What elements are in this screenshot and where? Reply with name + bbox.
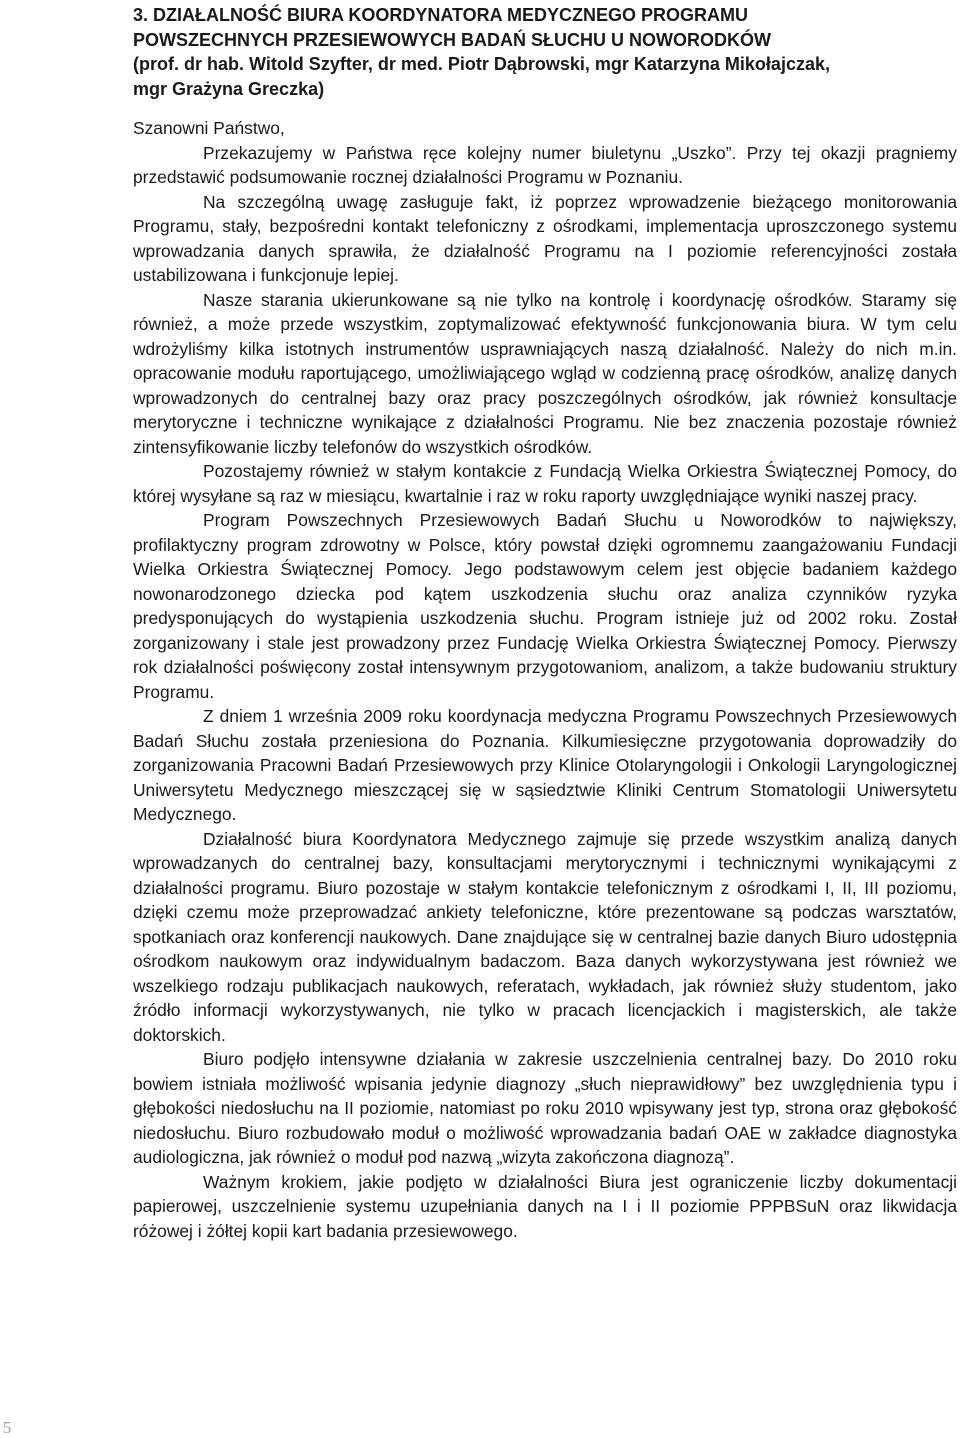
paragraph: Program Powszechnych Przesiewowych Badań Słuchu u Noworodków to największy, profilaktyczny program zdrowotny w Polsce, który powstał dzięki ogromnemu zaangażowaniu Fundacji Wielka Orkiestra Świątecznej Pomocy. Jego podstawowym celem jest objęcie badaniem każdego nowonarodzonego dziecka pod kątem uszkodzenia słuchu oraz analiza czynników ryzyka predysponujących do wystąpienia uszkodzenia słuchu. Program istnieje już od 2002 roku. Został zorganizowany i stale jest prowadzony przez Fundację Wielka Orkiestra Świątecznej Pomocy. Pierwszy rok działalności poświęcony został intensywnym przygotowaniom, analizom, a także budowaniu struktury Programu. (133, 510, 957, 702)
page-number: 5 (2, 1418, 12, 1437)
paragraph: Biuro podjęło intensywne działania w zakresie uszczelnienia centralnej bazy. Do 2010 roku bowiem istniała możliwość wpisania jedynie diagnozy „słuch nieprawidłowy” bez uwzględnienia typu i głębokości niedosłuchu na II poziomie, natomiast po roku 2010 wpisywany jest typ, strona oraz głębokość niedosłuchu. Biuro rozbudowało moduł o możliwość wprowadzania badań OAE w zakładce diagnostyka audiologiczna, jak również o moduł pod nazwą „wizyta zakończona diagnozą”. (133, 1049, 957, 1167)
salutation: Szanowni Państwo, (133, 118, 285, 138)
paragraph: Ważnym krokiem, jakie podjęto w działalności Biura jest ograniczenie liczby dokumentacji papierowej, uszczelnienie systemu uzupełniania danych na I i II poziomie PPPBSuN oraz likwidacja różowej i żółtej kopii kart badania przesiewowego. (133, 1171, 957, 1241)
paragraph: Na szczególną uwagę zasługuje fakt, iż poprzez wprowadzenie bieżącego monitorowania Programu, stały, bezpośredni kontakt telefoniczny z ośrodkami, implementacja uproszczonego systemu wprowadzania danych sprawiła, że działalność Programu na I poziomie referencyjności została ustabilizowana i funkcjonuje lepiej. (133, 191, 957, 285)
heading-line: (prof. dr hab. Witold Szyfter, dr med. Piotr Dąbrowski, mgr Katarzyna Mikołajczak, (133, 54, 830, 74)
paragraph: Z dniem 1 września 2009 roku koordynacja medyczna Programu Powszechnych Przesiewowych Badań Słuchu została przeniesiona do Poznania. Kilkumiesięczne przygotowania doprowadziły do zorganizowania Pracowni Badań Przesiewowych przy Klinice Otolaryngologii i Onkologii Laryngologicznej Uniwersytetu Medycznego mieszczącej się w sąsiedztwie Kliniki Centrum Stomatologii Uniwersytetu Medycznego. (133, 706, 957, 824)
section-heading (133, 0, 957, 101)
body-text (133, 116, 957, 1243)
heading-line: mgr Grażyna Greczka) (133, 78, 325, 99)
heading-line: POWSZECHNYCH PRZESIEWOWYCH BADAŃ SŁUCHU U NOWORODKÓW (133, 29, 771, 50)
document-page (133, 0, 957, 1243)
paragraph: Nasze starania ukierunkowane są nie tylko na kontrolę i koordynację ośrodków. Staramy się również, a może przede wszystkim, zoptymalizować efektywność funkcjonowania biura. W tym celu wdrożyliśmy kilka istotnych instrumentów usprawniających naszą działalność. Należy do nich m.in. opracowanie modułu raportującego, umożliwiającego wgląd w codzienną pracę ośrodków, analizę danych wprowadzonych do centralnej bazy oraz pracy poszczególnych ośrodków, jak również konsultacje merytoryczne i techniczne wynikające z działalności Programu. Nie bez znaczenia pozostaje również zintensyfikowanie liczby telefonów do wszystkich ośrodków. (133, 289, 957, 457)
paragraph: Pozostajemy również w stałym kontakcie z Fundacją Wielka Orkiestra Świątecznej Pomocy, do której wysyłane są raz w miesiącu, kwartalnie i raz w roku raporty uwzględniające wyniki naszej pracy. (133, 461, 957, 506)
heading-line: 3. DZIAŁALNOŚĆ BIURA KOORDYNATORA MEDYCZNEGO PROGRAMU (133, 5, 749, 25)
paragraph: Przekazujemy w Państwa ręce kolejny numer biuletynu „Uszko”. Przy tej okazji pragniemy przedstawić podsumowanie rocznej działalności Programu w Poznaniu. (133, 142, 957, 187)
paragraph: Działalność biura Koordynatora Medycznego zajmuje się przede wszystkim analizą danych wprowadzanych do centralnej bazy, konsultacjami merytorycznymi i technicznymi wynikającymi z działalności programu. Biuro pozostaje w stałym kontakcie telefonicznym z ośrodkami I, II, III poziomu, dzięki czemu może przeprowadzać ankiety telefoniczne, które prezentowane są podczas warsztatów, spotkaniach oraz konferencji naukowych. Dane znajdujące się w centralnej bazie danych Biuro udostępnia ośrodkom naukowym oraz indywidualnym badaczom. Baza danych wykorzystywana jest również we wszelkiego rodzaju publikacjach naukowych, referatach, wykładach, jak również służy studentom, jako źródło informacji wykorzystywanych, nie tylko w pracach licencjackich i magisterskich, ale także doktorskich. (133, 828, 957, 1045)
